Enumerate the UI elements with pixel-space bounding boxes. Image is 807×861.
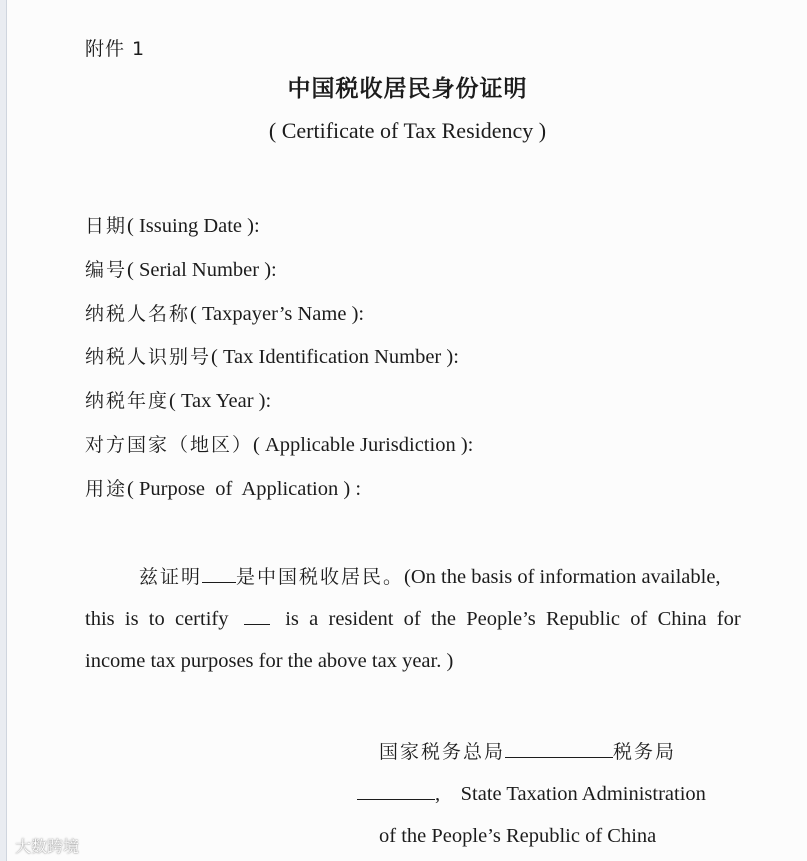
field-taxpayer-name [85,299,364,326]
field-label-en: ( Applicable Jurisdiction ): [253,434,474,456]
field-label-en: ( Issuing Date ): [127,215,260,237]
signature-en-line2: State Taxation Administration [460,783,706,805]
field-issuing-date [85,211,260,238]
field-tax-id-number [85,342,459,369]
title-chinese: 中国税收居民身份证明 [287,76,528,102]
statement-blank-1 [202,564,236,583]
signature-blank-1 [505,739,613,758]
attachment-label: 附件 1 [85,38,146,60]
statement-en-line1: (On the basis of information available, [404,566,721,588]
statement-en-line2-before: this is to certify [85,608,229,630]
statement-line-3 [85,650,775,673]
field-label-en: ( Purpose of Application ) : [127,478,362,500]
field-label-en: ( Tax Identification Number ): [211,346,459,368]
field-label-en: ( Taxpayer’s Name ): [190,303,365,325]
field-label-cn: 纳税人识别号 [85,346,212,368]
statement-en-line2-after: is a resident of the People’s Republic of China for [285,608,741,630]
field-label-cn: 纳税年度 [85,390,170,412]
field-label-cn: 纳税人名称 [85,303,191,325]
field-serial-number [85,255,277,282]
statement-cn-suffix: 是中国税收居民。 [236,566,405,588]
signature-line-3 [379,825,656,848]
field-label-en: ( Tax Year ): [169,390,272,412]
statement-line-2 [85,606,775,631]
field-applicable-jurisdiction [85,430,473,457]
field-tax-year [85,386,271,413]
field-label-cn: 日期 [85,215,128,237]
signature-line-1 [379,737,676,764]
field-label-en: ( Serial Number ): [127,259,277,281]
signature-blank-2 [357,781,435,800]
statement-cn-prefix: 兹证明 [139,566,203,588]
field-purpose [85,474,361,501]
signature-en-line3: of the People’s Republic of China [379,825,657,847]
certificate-page [6,0,807,861]
title-english: ( Certificate of Tax Residency ) [268,118,547,143]
statement-en-line3: income tax purposes for the above tax year. ) [85,650,454,672]
watermark: 大数跨境 [15,837,80,856]
signature-cn-suffix: 税务局 [613,741,677,763]
field-label-cn: 对方国家（地区） [85,434,254,456]
signature-line-2: , State Taxation Administration [357,781,706,806]
field-label-cn: 用途 [85,478,128,500]
statement-line-1 [85,562,775,589]
field-label-cn: 编号 [85,259,128,281]
statement-blank-2 [244,606,270,625]
signature-cn-prefix: 国家税务总局 [379,741,506,763]
